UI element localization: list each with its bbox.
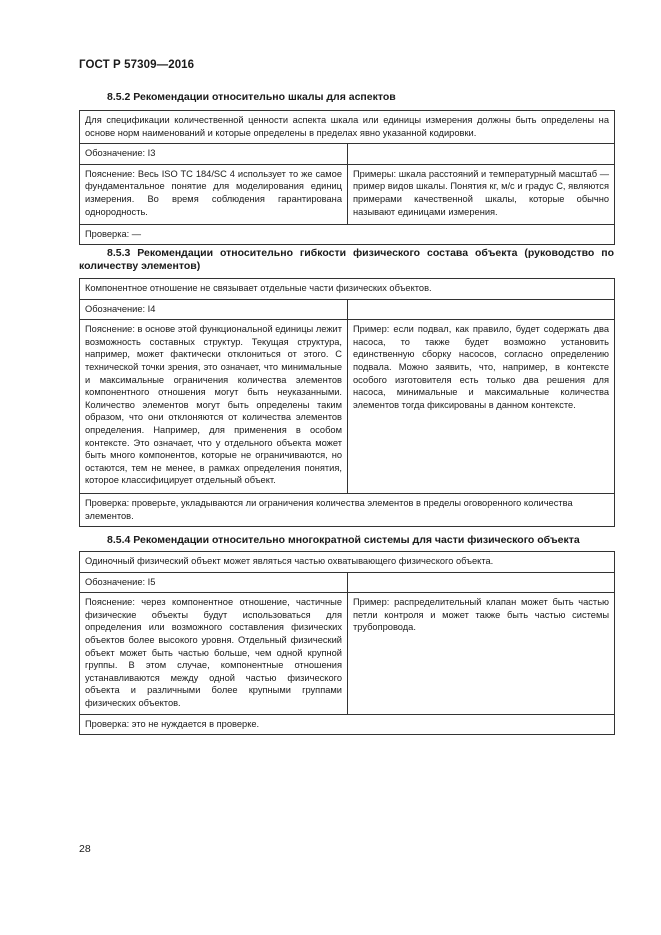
explanation-cell: Пояснение: через компонентное отношение, частичные физические объекты будут использоваться для определения или возможного составления физических объектов более высокого уровня. Отдельный физический объект может быть частью больше, чем одной крупной группы. В этом случае, компонентные отношения устанавливаются между одной частью физического объекта и различными более крупными группами физических объектов.	[80, 593, 348, 714]
table-row	[80, 299, 615, 320]
designation-cell: Обозначение: I5	[80, 572, 348, 593]
explanation-cell: Пояснение: в основе этой функциональной единицы лежит возможность составных структур. Текущая структура, например, может фактически отклониться от этого. С технической точки зрения, это означает, что минимальные и максимальные ограничения количества элементов компонентного отношения могут быть неуказанными. Количество элементов могут быть определены таким образом, что они отклоняются от количества элементов определения. Например, для применения в особом контексте. Это означает, что у отдельного объекта может быть много компонентов, которые не ограничиваются, но остаются, тем не менее, в рамках определения понятия, которое классифицирует отдельный объект.	[80, 320, 348, 494]
table-row	[80, 552, 615, 573]
empty-cell	[348, 299, 615, 320]
recommendation-table	[79, 278, 615, 527]
intro-cell: Одиночный физический объект может являться частью охватывающего физического объекта.	[80, 552, 615, 573]
intro-cell: Компонентное отношение не связывает отдельные части физических объектов.	[80, 279, 615, 300]
empty-cell	[348, 572, 615, 593]
section-heading: 8.5.2 Рекомендации относительно шкалы для аспектов	[107, 91, 396, 103]
explanation-cell: Пояснение: Весь ISO TC 184/SC 4 использует то же самое фундаментальное понятие для моделирования единиц измерения. Во время соблюдения гарантирована однородность.	[80, 164, 348, 224]
table-row	[80, 572, 615, 593]
recommendation-table	[79, 110, 615, 245]
table-row	[80, 144, 615, 165]
section-heading: 8.5.3 Рекомендации относительно гибкости физического состава объекта (руководство по количеству элементов)	[79, 247, 614, 272]
recommendation-table	[79, 551, 615, 735]
designation-cell: Обозначение: I3	[80, 144, 348, 165]
check-cell: Проверка: проверьте, укладываются ли ограничения количества элементов в пределы оговоренного количества элементов.	[80, 494, 615, 527]
empty-cell	[348, 144, 615, 165]
section-heading: 8.5.4 Рекомендации относительно многократной системы для части физического объекта	[107, 534, 580, 546]
page-number: 28	[79, 843, 91, 855]
table-row	[80, 164, 615, 224]
table-row	[80, 320, 615, 494]
table-row	[80, 279, 615, 300]
document-header: ГОСТ Р 57309—2016	[79, 59, 195, 71]
example-cell: Пример: распределительный клапан может быть частью петли контроля и может также быть частью системы трубопровода.	[348, 593, 615, 714]
example-cell: Пример: если подвал, как правило, будет содержать два насоса, то также будет возможно установить единственную сборку насосов, согласно определению подвала. Можно заявить, что, например, в контексте особого изготовителя есть только два решения для насоса, минимальные и максимальные количества элементов тогда фиксированы в данном контексте.	[348, 320, 615, 494]
check-cell: Проверка: —	[80, 224, 615, 245]
intro-cell: Для спецификации количественной ценности аспекта шкала или единицы измерения должны быть определены на основе норм наименований и которые определены в пределах явно указанной кодировки.	[80, 111, 615, 144]
designation-cell: Обозначение: I4	[80, 299, 348, 320]
table-row	[80, 714, 615, 735]
example-cell: Примеры: шкала расстояний и температурный масштаб — пример видов шкалы. Понятия кг, м/с и градус С, являются примерами качественной шкалы, которые обычно называют единицами измерения.	[348, 164, 615, 224]
table-row	[80, 593, 615, 714]
table-row	[80, 224, 615, 245]
table-row	[80, 111, 615, 144]
table-row	[80, 494, 615, 527]
check-cell: Проверка: это не нуждается в проверке.	[80, 714, 615, 735]
